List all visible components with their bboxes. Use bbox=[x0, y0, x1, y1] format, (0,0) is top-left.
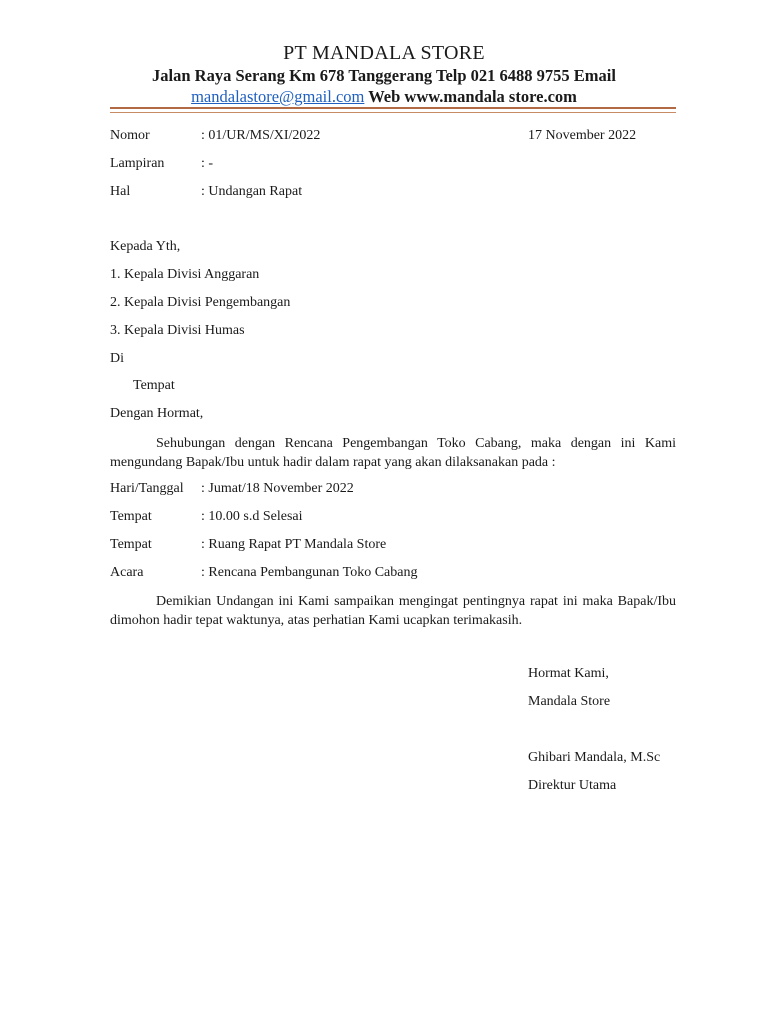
hal-label: Hal bbox=[110, 184, 131, 199]
letterhead-rule-thin bbox=[110, 112, 676, 113]
company-address: Jalan Raya Serang Km 678 Tanggerang Telp 021 6488 9755 Email bbox=[152, 66, 616, 85]
company-name: PT MANDALA STORE bbox=[283, 42, 485, 64]
intro-paragraph: Sehubungan dengan Rencana Pengembangan Toko Cabang, maka dengan ini Kami mengundang Bapak/Ibu untuk hadir dalam rapat yang akan dilaksanakan pada : bbox=[110, 436, 676, 470]
nomor-value: : 01/UR/MS/XI/2022 bbox=[201, 128, 321, 143]
detail-value: : 10.00 s.d Selesai bbox=[201, 509, 303, 524]
recipient-item: 2. Kepala Divisi Pengembangan bbox=[110, 295, 291, 310]
signature-regards: Hormat Kami, bbox=[528, 666, 609, 681]
signature-title: Direktur Utama bbox=[528, 778, 617, 793]
signature-name: Ghibari Mandala, M.Sc bbox=[528, 750, 661, 765]
detail-value: : Ruang Rapat PT Mandala Store bbox=[201, 537, 387, 552]
letterhead-rule-thick bbox=[110, 107, 676, 109]
hal-value: : Undangan Rapat bbox=[201, 184, 303, 199]
lampiran-label: Lampiran bbox=[110, 156, 165, 171]
recipient-greeting: Kepada Yth, bbox=[110, 239, 181, 254]
salutation: Dengan Hormat, bbox=[110, 406, 204, 421]
recipient-item: 3. Kepala Divisi Humas bbox=[110, 323, 245, 338]
detail-label: Tempat bbox=[110, 509, 152, 524]
nomor-label: Nomor bbox=[110, 128, 150, 143]
website-text: Web www.mandala store.com bbox=[364, 87, 577, 106]
email-link[interactable]: mandalastore@gmail.com bbox=[191, 87, 365, 106]
recipient-di: Di bbox=[110, 351, 124, 366]
lampiran-value: : - bbox=[201, 156, 214, 171]
closing-paragraph: Demikian Undangan ini Kami sampaikan mengingat pentingnya rapat ini maka Bapak/Ibu dimohon hadir tepat waktunya, atas perhatian Kami ucapkan terimakasih. bbox=[110, 594, 676, 628]
detail-label: Acara bbox=[110, 565, 144, 580]
company-contact bbox=[0, 87, 768, 107]
signature-org: Mandala Store bbox=[528, 694, 611, 709]
detail-label: Tempat bbox=[110, 537, 152, 552]
recipient-item: 1. Kepala Divisi Anggaran bbox=[110, 267, 260, 282]
recipient-place: Tempat bbox=[133, 378, 175, 393]
detail-value: : Jumat/18 November 2022 bbox=[201, 481, 354, 496]
detail-label: Hari/Tanggal bbox=[110, 481, 184, 496]
detail-value: : Rencana Pembangunan Toko Cabang bbox=[201, 565, 418, 580]
letter-date: 17 November 2022 bbox=[528, 128, 637, 143]
